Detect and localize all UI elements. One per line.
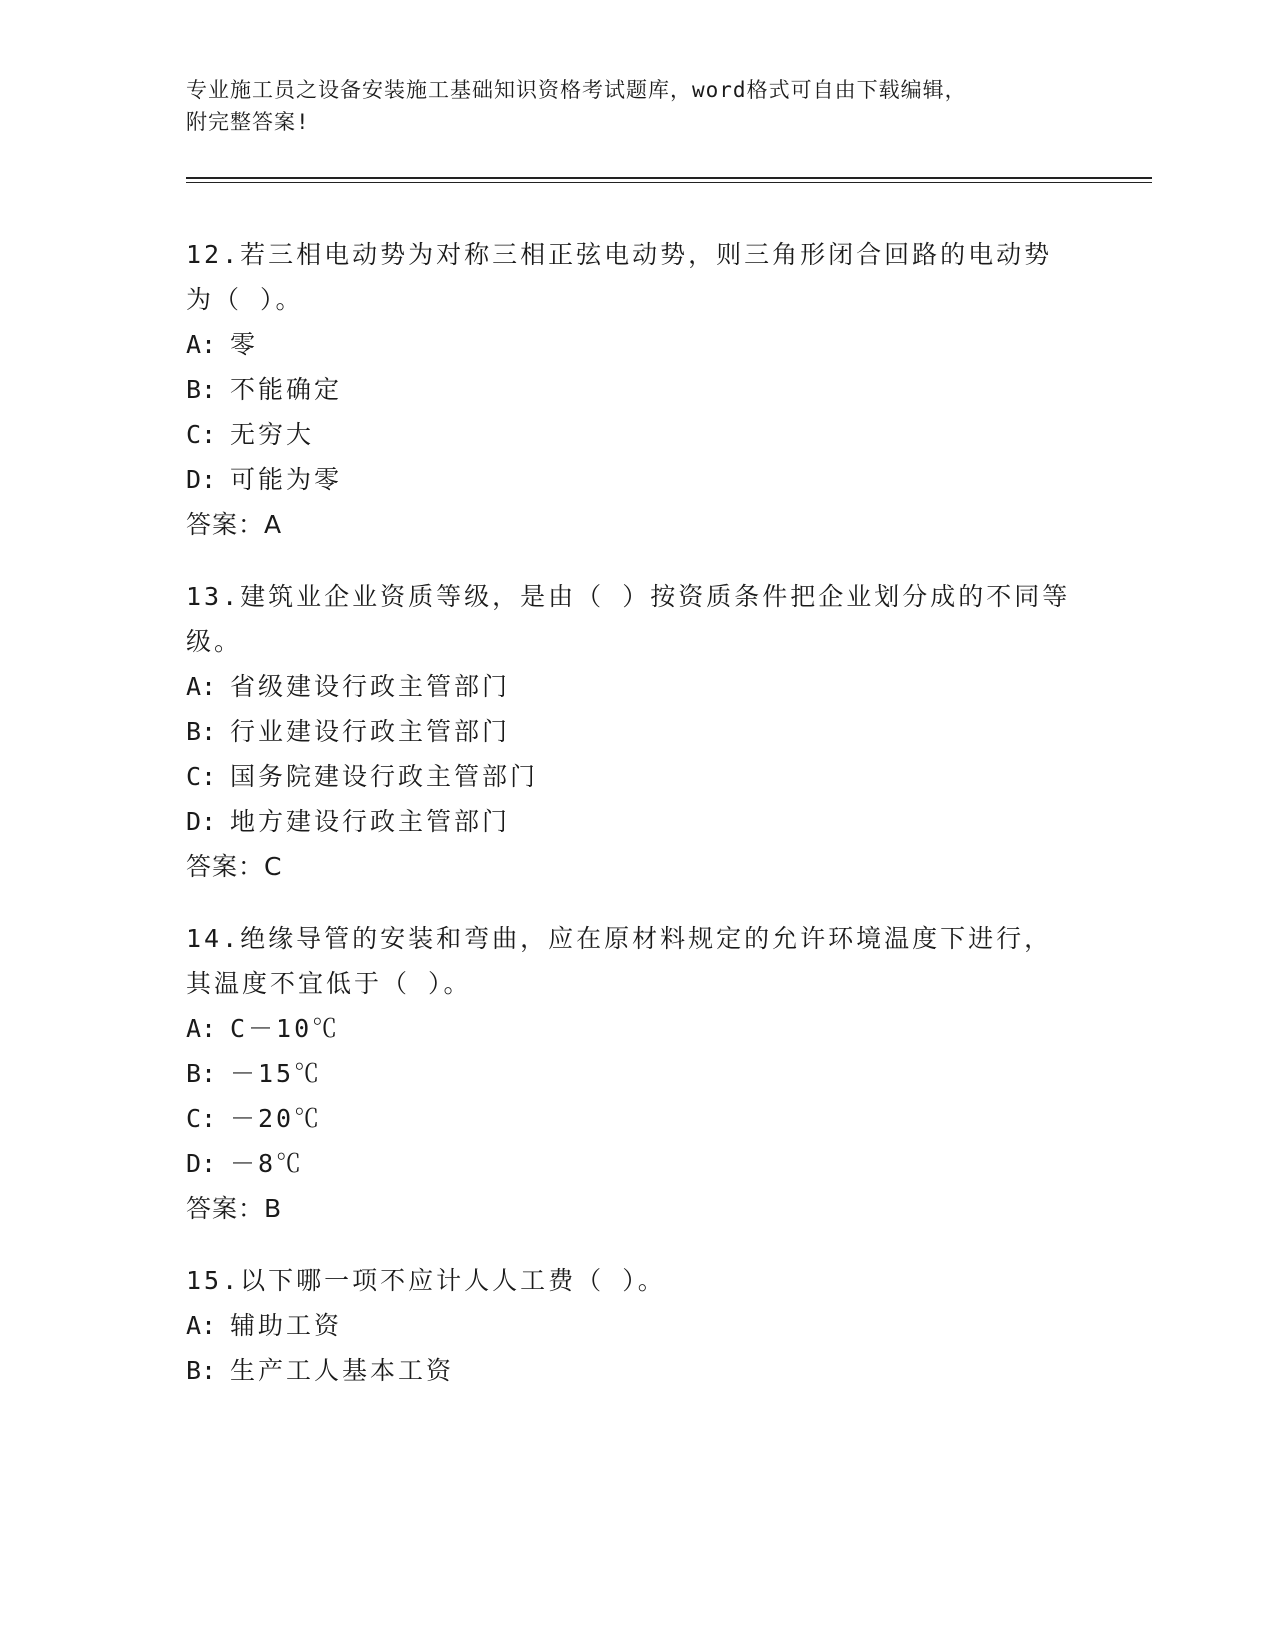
option-text: 辅助工资 — [230, 1311, 343, 1340]
option-b — [186, 367, 1086, 412]
option-label: B: — [186, 1356, 217, 1385]
option-label: A: — [186, 1014, 217, 1043]
option-label: B: — [186, 375, 217, 404]
question-stem: 15.以下哪一项不应计人人工费（ ）。 — [186, 1266, 666, 1295]
option-label: C: — [186, 420, 217, 449]
option-label: A: — [186, 330, 217, 359]
option-text: 地方建设行政主管部门 — [230, 807, 511, 836]
option-label: D: — [186, 1149, 217, 1178]
question-12 — [186, 232, 1086, 547]
answer-prefix: 答案： — [186, 510, 265, 539]
option-text: 可能为零 — [230, 465, 343, 494]
option-label: C: — [186, 1104, 217, 1133]
option-text: 无穷大 — [230, 420, 315, 449]
option-label: B: — [186, 717, 217, 746]
option-a — [186, 664, 1086, 709]
option-label: A: — [186, 672, 217, 701]
option-text: －20℃ — [230, 1104, 323, 1133]
answer-value: B — [264, 1194, 283, 1223]
option-d — [186, 457, 1086, 502]
option-text: 不能确定 — [230, 375, 343, 404]
option-label: A: — [186, 1311, 217, 1340]
option-label: C: — [186, 762, 217, 791]
option-a — [186, 322, 1086, 367]
option-text: －8℃ — [230, 1149, 305, 1178]
option-d — [186, 1141, 1086, 1186]
answer-value: A — [264, 510, 283, 539]
answer-line — [186, 844, 1086, 889]
header-line-2: 附完整答案! — [186, 110, 310, 134]
question-15 — [186, 1258, 1086, 1393]
option-text: C－10℃ — [230, 1014, 341, 1043]
option-c — [186, 1096, 1086, 1141]
option-b — [186, 1051, 1086, 1096]
question-stem: 12.若三相电动势为对称三相正弦电动势，则三角形闭合回路的电动势为（ ）。 — [186, 240, 1053, 314]
answer-prefix: 答案： — [186, 1194, 265, 1223]
option-c — [186, 412, 1086, 457]
option-label: D: — [186, 807, 217, 836]
option-text: 零 — [230, 330, 259, 359]
question-13 — [186, 574, 1086, 889]
option-text: 省级建设行政主管部门 — [230, 672, 511, 701]
option-b — [186, 709, 1086, 754]
answer-value: C — [264, 852, 283, 881]
header-line-1: 专业施工员之设备安装施工基础知识资格考试题库，word格式可自由下载编辑， — [186, 78, 967, 102]
question-list — [186, 232, 1086, 1420]
option-text: －15℃ — [230, 1059, 323, 1088]
option-a — [186, 1006, 1086, 1051]
question-14 — [186, 916, 1086, 1231]
option-c — [186, 754, 1086, 799]
option-text: 国务院建设行政主管部门 — [230, 762, 539, 791]
option-b — [186, 1348, 1086, 1393]
option-d — [186, 799, 1086, 844]
option-label: D: — [186, 465, 217, 494]
document-header — [186, 74, 1066, 138]
answer-prefix: 答案： — [186, 852, 265, 881]
option-label: B: — [186, 1059, 217, 1088]
option-a — [186, 1303, 1086, 1348]
answer-line — [186, 502, 1086, 547]
option-text: 行业建设行政主管部门 — [230, 717, 511, 746]
header-divider — [186, 177, 1152, 183]
option-text: 生产工人基本工资 — [230, 1356, 455, 1385]
question-stem: 13.建筑业企业资质等级，是由（ ）按资质条件把企业划分成的不同等级。 — [186, 582, 1071, 656]
answer-line — [186, 1186, 1086, 1231]
question-stem: 14.绝缘导管的安装和弯曲，应在原材料规定的允许环境温度下进行，其温度不宜低于（ ）。 — [186, 924, 1053, 998]
